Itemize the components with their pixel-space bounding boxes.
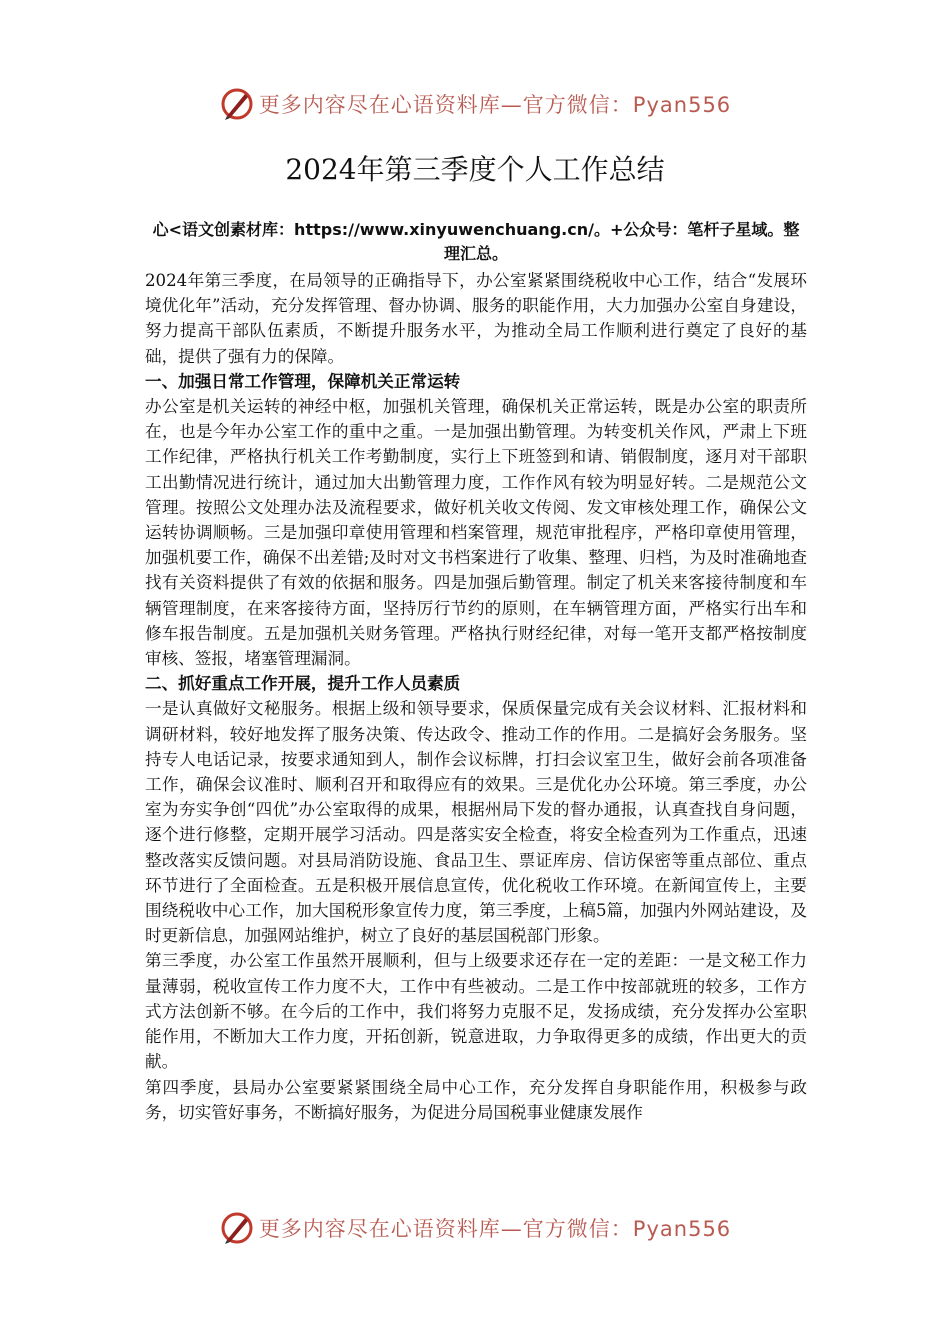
intro-paragraph: 2024年第三季度，在局领导的正确指导下，办公室紧紧围绕税收中心工作，结合“发展环境优化年”活动，充分发挥管理、督办协调、服务的职能作用，大力加强办公室自身建设，努力提高干部队伍素质，不断提升服务水平，为推动全局工作顺利进行奠定了良好的基础，提供了强有力的保障。 xyxy=(145,271,807,366)
section-heading-2: 二、抓好重点工作开展，提升工作人员素质 xyxy=(145,674,461,694)
banner-text: 更多内容尽在心语资料库—官方微信：Pyan556 xyxy=(258,1217,732,1241)
pen-circle-logo-icon xyxy=(219,86,255,122)
source-attribution: 心<语文创素材库：https://www.xinyuwenchuang.cn/。+公众号：笔杆子星域。整理汇总。 xyxy=(152,220,800,263)
document-body xyxy=(145,268,807,1125)
footer-watermark-banner xyxy=(0,1208,950,1248)
header-watermark-banner xyxy=(0,84,950,124)
section-1-paragraph: 办公室是机关运转的神经中枢，加强机关管理，确保机关正常运转，既是办公室的职责所在，也是今年办公室工作的重中之重。一是加强出勤管理。为转变机关作风，严肃上下班工作纪律，严格执行机关工作考勤制度，实行上下班签到和请、销假制度，逐月对干部职工出勤情况进行统计，通过加大出勤管理力度，工作作风有较为明显好转。二是规范公文管理。按照公文处理办法及流程要求，做好机关收文传阅、发文审核处理工作，确保公文运转协调顺畅。三是加强印章使用管理和档案管理，规范审批程序，严格印章使用管理，加强机要工作，确保不出差错;及时对文书档案进行了收集、整理、归档，为及时准确地查找有关资料提供了有效的依据和服务。四是加强后勤管理。制定了机关来客接待制度和车辆管理制度，在来客接待方面，坚持厉行节约的原则，在车辆管理方面，严格实行出车和修车报告制度。五是加强机关财务管理。严格执行财经纪律，对每一笔开支都严格按制度审核、签报，堵塞管理漏洞。 xyxy=(145,397,807,669)
section-2-paragraph: 一是认真做好文秘服务。根据上级和领导要求，保质保量完成有关会议材料、汇报材料和调研材料，较好地发挥了服务决策、传达政令、推动工作的作用。二是搞好会务服务。坚持专人电话记录，按要求通知到人，制作会议标牌，打扫会议室卫生，做好会前各项准备工作，确保会议准时、顺利召开和取得应有的效果。三是优化办公环境。第三季度，办公室为夯实争创“四优”办公室取得的成果，根据州局下发的督办通报，认真查找自身问题，逐个进行修整，定期开展学习活动。四是落实安全检查，将安全检查列为工作重点，迅速整改落实反馈问题。对县局消防设施、食品卫生、票证库房、信访保密等重点部位、重点环节进行了全面检查。五是积极开展信息宣传，优化税收工作环境。在新闻宣传上，主要围绕税收中心工作，加大国税形象宣传力度，第三季度，上稿5篇，加强内外网站建设，及时更新信息，加强网站维护，树立了良好的基层国税部门形象。 xyxy=(145,699,807,946)
page-title: 2024年第三季度个人工作总结 xyxy=(285,153,665,186)
shortcomings-paragraph: 第三季度，办公室工作虽然开展顺利，但与上级要求还存在一定的差距：一是文秘工作力量薄弱，税收宣传工作力度不大，工作中有些被动。二是工作中按部就班的较多，工作方式方法创新不够。在今后的工作中，我们将努力克服不足，发扬成绩，充分发挥办公室职能作用，不断加大工作力度，开拓创新，锐意进取，力争取得更多的成绩，作出更大的贡献。 xyxy=(145,951,807,1072)
next-quarter-paragraph: 第四季度，县局办公室要紧紧围绕全局中心工作，充分发挥自身职能作用，积极参与政务，切实管好事务，不断搞好服务，为促进分局国税事业健康发展作 xyxy=(145,1077,807,1122)
section-heading-1: 一、加强日常工作管理，保障机关正常运转 xyxy=(145,371,461,391)
banner-text: 更多内容尽在心语资料库—官方微信：Pyan556 xyxy=(258,93,732,117)
pen-circle-logo-icon xyxy=(219,1210,255,1246)
